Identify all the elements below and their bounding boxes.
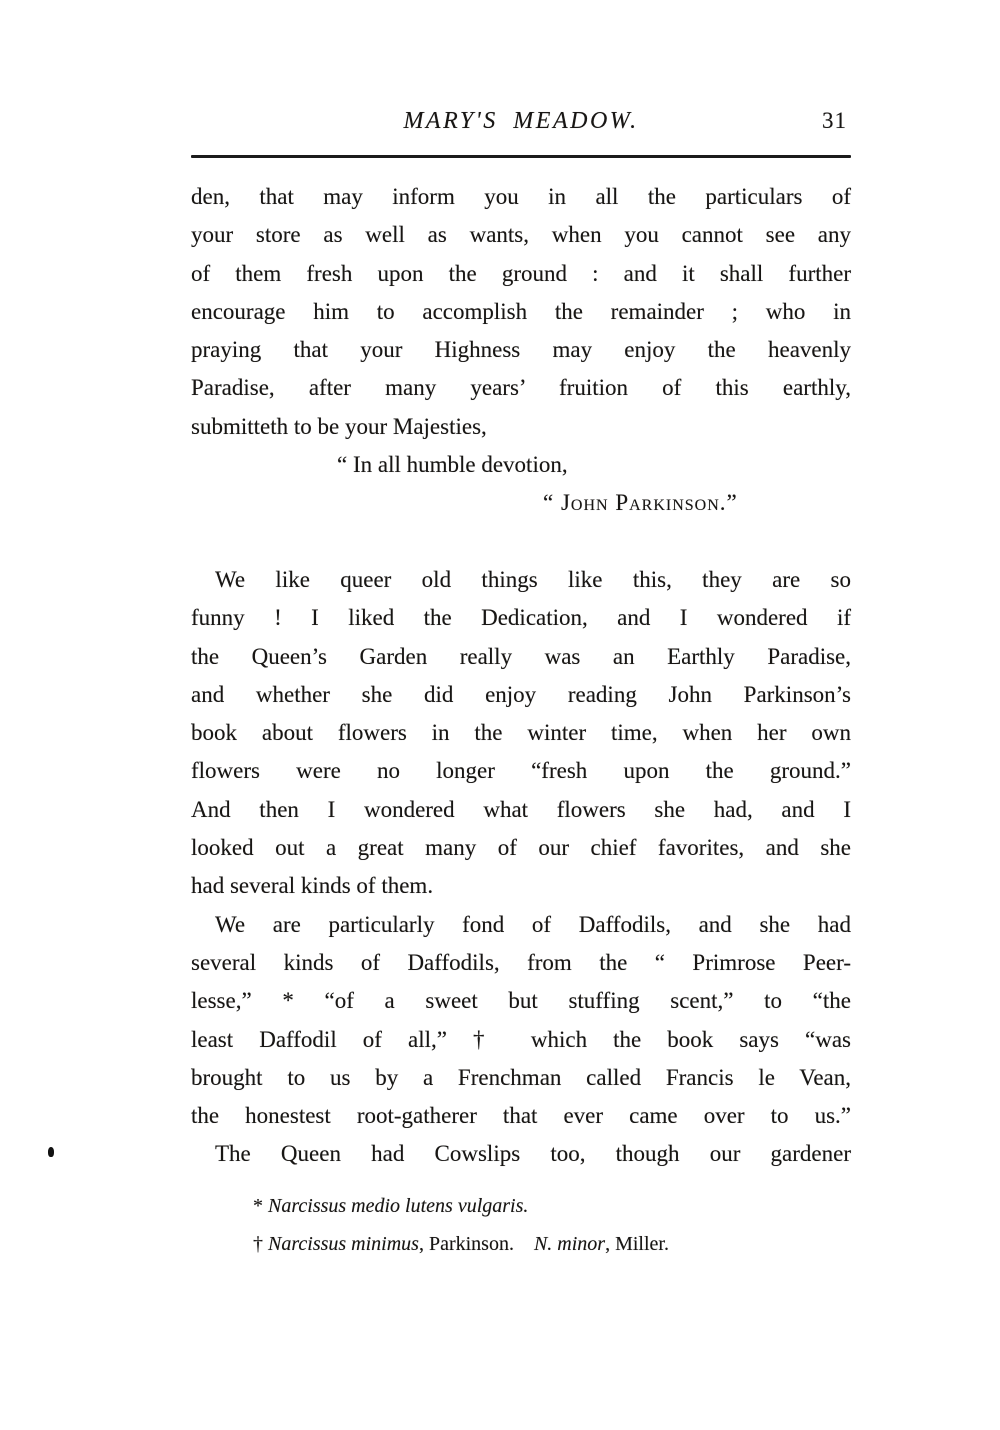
page-number: 31 — [822, 108, 847, 133]
running-header — [191, 104, 851, 138]
text-line: We like queer old things like this, they are so — [215, 566, 851, 592]
text-line: had several kinds of them. — [191, 873, 434, 899]
page-title: MARY'S MEADOW. — [403, 108, 639, 134]
text-line: And then I wondered what flowers she had, and I — [191, 796, 851, 822]
text-line: and whether she did enjoy reading John Parkinson’s — [191, 681, 851, 707]
text-line: the honestest root-gatherer that ever came over to us.” — [191, 1103, 851, 1129]
footnote-segment: , Parkinson. — [418, 1232, 534, 1255]
footnote-segment: , Miller. — [605, 1232, 669, 1255]
text-line: flowers were no longer “fresh upon the ground.” — [191, 758, 851, 784]
text-line: least Daffodil of all,” † which the book says “was — [191, 1026, 851, 1052]
footnote-segment: Narcissus medio lutens vulgaris. — [268, 1194, 529, 1217]
footnotes — [191, 1187, 851, 1263]
text-line: den, that may inform you in all the particulars of — [191, 184, 851, 209]
blank-line — [191, 523, 851, 561]
text-line: submitteth to be your Majesties, — [191, 413, 487, 439]
text-line: encourage him to accomplish the remainder ; who in — [191, 298, 851, 324]
text-line: several kinds of Daffodils, from the “ Primrose Peer- — [191, 949, 851, 975]
footnote-segment: † — [253, 1232, 268, 1255]
text-line: lesse,” * “of a sweet but stuffing scent,” to “the — [191, 988, 851, 1014]
footnote-line — [253, 1187, 851, 1225]
text-line: “ John Parkinson.” — [543, 490, 738, 516]
text-line: brought to us by a Frenchman called Francis le Vean, — [191, 1064, 851, 1090]
text-line: your store as well as wants, when you cannot see any — [191, 222, 851, 248]
text-line: looked out a great many of our chief favorites, and she — [191, 835, 851, 861]
text-line: We are particularly fond of Daffodils, and she had — [215, 911, 851, 937]
footnote-segment: Narcissus minimus — [268, 1232, 419, 1255]
header-rule — [191, 155, 851, 158]
text-line: the Queen’s Garden really was an Earthly Paradise, — [191, 643, 851, 669]
text-line: “ In all humble devotion, — [337, 452, 568, 478]
ink-speck — [48, 1147, 54, 1157]
text-line: book about flowers in the winter time, when her own — [191, 720, 851, 746]
text-line: funny ! I liked the Dedication, and I wondered if — [191, 605, 851, 631]
footnote-segment: * — [253, 1194, 268, 1217]
footnote-segment: N. minor — [533, 1232, 606, 1255]
text-line: praying that your Highness may enjoy the heavenly — [191, 337, 851, 363]
text-line: of them fresh upon the ground : and it shall further — [191, 260, 851, 286]
text-column — [191, 0, 851, 1263]
text-line: Paradise, after many years’ fruition of this earthly, — [191, 375, 851, 401]
text-line: The Queen had Cowslips too, though our gardener — [215, 1141, 851, 1167]
body-text — [191, 178, 851, 1174]
footnote-line — [253, 1225, 851, 1263]
